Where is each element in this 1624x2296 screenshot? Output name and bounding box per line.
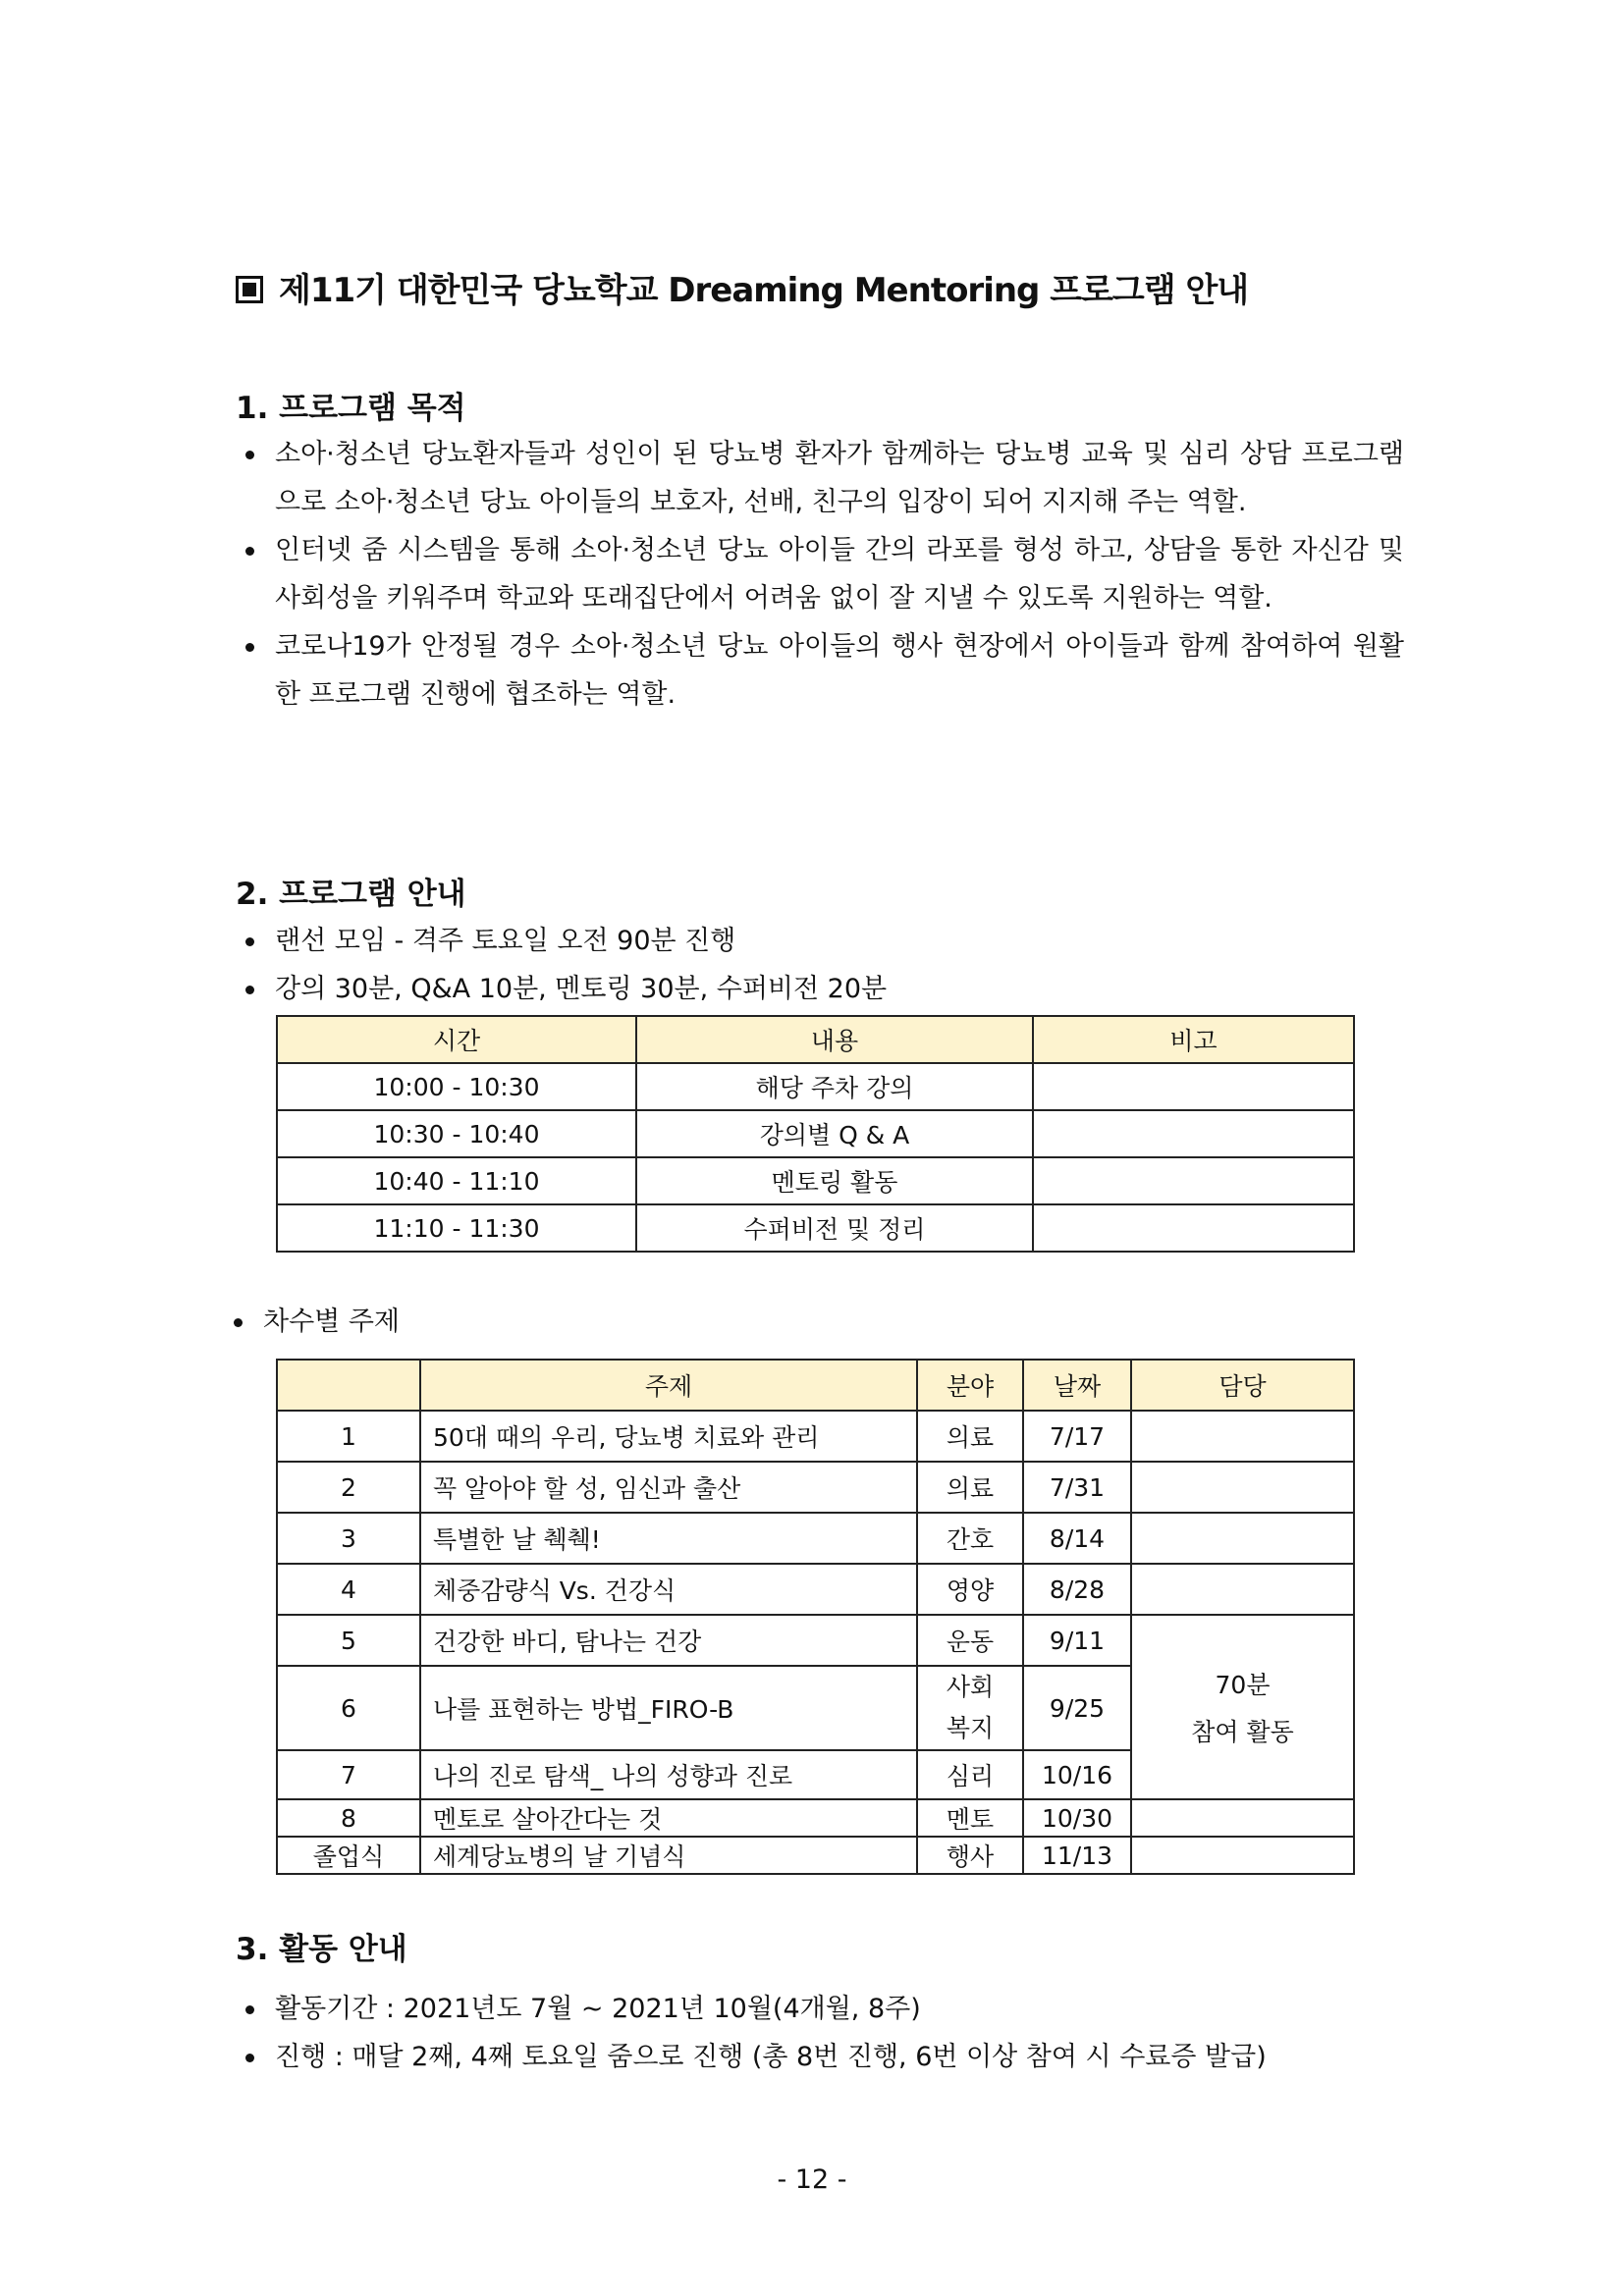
- list-item: [245, 2033, 1424, 2081]
- bullet-text: 진행 : 매달 2째, 4째 토요일 줌으로 진행 (총 8번 진행, 6번 이상 참여 시 수료증 발급): [275, 2042, 1267, 2072]
- bullet-text: 소아·청소년 당뇨환자들과 성인이 된 당뇨병 환자가 함께하는 당뇨병 교육 및 심리 상담 프로그램으로 소아·청소년 당뇨 아이들의 보호자, 선배, 친구의 입장이 되어 지지해 주는 역할.: [275, 439, 1404, 517]
- content-cell: 멘토링 활동: [636, 1157, 1033, 1204]
- page-title-text: 제11기 대한민국 당뇨학교 Dreaming Mentoring 프로그램 안내: [279, 271, 1249, 310]
- field-cell: 영양: [917, 1564, 1023, 1615]
- time-cell: 10:30 - 10:40: [277, 1110, 636, 1157]
- session-cell: 5: [277, 1615, 420, 1666]
- date-cell: 10/30: [1023, 1799, 1131, 1837]
- table-row: [277, 1513, 1354, 1564]
- bullet-text: 인터넷 줌 시스템을 통해 소아·청소년 당뇨 아이들 간의 라포를 형성 하고, 상담을 통한 자신감 및 사회성을 키워주며 학교와 또래집단에서 어려움 없이 잘 지낼 수 있도록 지원하는 역할.: [275, 535, 1404, 614]
- date-cell: 9/25: [1023, 1666, 1131, 1750]
- owner-cell: [1131, 1837, 1354, 1874]
- topic-cell: 체중감량식 Vs. 건강식: [420, 1564, 917, 1615]
- owner-cell: [1131, 1799, 1354, 1837]
- date-cell: 11/13: [1023, 1837, 1131, 1874]
- topics-bullet: [234, 1298, 1392, 1346]
- activity-bullet-list: [245, 1985, 1424, 2081]
- list-item: [245, 622, 1404, 719]
- owner-cell: [1131, 1513, 1354, 1564]
- page-title: [236, 263, 1248, 311]
- content-cell: 강의별 Q & A: [636, 1110, 1033, 1157]
- bullet-text: 차수별 주제: [263, 1307, 400, 1337]
- owner-cell: [1131, 1462, 1354, 1513]
- bullet-dot-icon: [245, 451, 254, 459]
- purpose-bullet-list: [245, 430, 1404, 719]
- section-heading-activity: 3. 활동 안내: [236, 1932, 407, 1967]
- date-cell: 7/31: [1023, 1462, 1131, 1513]
- section-heading-program: 2. 프로그램 안내: [236, 877, 466, 912]
- date-cell: 8/14: [1023, 1513, 1131, 1564]
- table-row: [277, 1462, 1354, 1513]
- header-cell: 내용: [636, 1016, 1033, 1063]
- owner-cell: [1131, 1564, 1354, 1615]
- date-cell: 8/28: [1023, 1564, 1131, 1615]
- list-item: [245, 917, 1404, 965]
- topic-cell: 멘토로 살아간다는 것: [420, 1799, 917, 1837]
- topic-cell: 나의 진로 탐색_ 나의 성향과 진로: [420, 1750, 917, 1799]
- table-header-row: [277, 1016, 1354, 1063]
- table-row: [277, 1411, 1354, 1462]
- merged-note-line: 70분: [1215, 1671, 1271, 1699]
- header-cell: 분야: [917, 1360, 1023, 1411]
- table-row: [277, 1157, 1354, 1204]
- content-cell: 해당 주차 강의: [636, 1063, 1033, 1110]
- field-cell: 간호: [917, 1513, 1023, 1564]
- bullet-dot-icon: [245, 2054, 254, 2062]
- field-cell: 사회 복지: [917, 1666, 1023, 1750]
- session-cell: 7: [277, 1750, 420, 1799]
- list-item: [234, 1298, 1392, 1346]
- content-cell: 수퍼비전 및 정리: [636, 1204, 1033, 1252]
- bullet-text: 강의 30분, Q&A 10분, 멘토링 30분, 수퍼비전 20분: [275, 974, 888, 1004]
- header-cell: 담당: [1131, 1360, 1354, 1411]
- schedule-table: [276, 1015, 1355, 1253]
- field-cell: 행사: [917, 1837, 1023, 1874]
- merged-note-cell: [1131, 1615, 1354, 1799]
- field-cell: 심리: [917, 1750, 1023, 1799]
- note-cell: [1033, 1204, 1354, 1252]
- list-item: [245, 430, 1404, 526]
- section-heading-purpose: 1. 프로그램 목적: [236, 391, 466, 426]
- table-header-row: [277, 1360, 1354, 1411]
- field-cell: 운동: [917, 1615, 1023, 1666]
- header-cell: 비고: [1033, 1016, 1354, 1063]
- date-cell: 10/16: [1023, 1750, 1131, 1799]
- date-cell: 7/17: [1023, 1411, 1131, 1462]
- bullet-dot-icon: [234, 1318, 243, 1327]
- bullet-dot-icon: [245, 547, 254, 556]
- header-cell: [277, 1360, 420, 1411]
- table-row: [277, 1615, 1354, 1666]
- header-cell: 시간: [277, 1016, 636, 1063]
- header-cell: 날짜: [1023, 1360, 1131, 1411]
- list-item: [245, 526, 1404, 622]
- table-row: [277, 1063, 1354, 1110]
- note-cell: [1033, 1110, 1354, 1157]
- list-item: [245, 1985, 1424, 2033]
- session-cell: 3: [277, 1513, 420, 1564]
- list-item: [245, 965, 1404, 1013]
- session-cell: 졸업식: [277, 1837, 420, 1874]
- topic-cell: 나를 표현하는 방법_FIRO-B: [420, 1666, 917, 1750]
- bullet-text: 활동기간 : 2021년도 7월 ~ 2021년 10월(4개월, 8주): [275, 1994, 921, 2024]
- bullet-dot-icon: [245, 643, 254, 652]
- table-row: [277, 1110, 1354, 1157]
- time-cell: 10:00 - 10:30: [277, 1063, 636, 1110]
- session-cell: 1: [277, 1411, 420, 1462]
- bullet-text: 랜선 모임 - 격주 토요일 오전 90분 진행: [275, 926, 736, 956]
- date-cell: 9/11: [1023, 1615, 1131, 1666]
- topic-cell: 꼭 알아야 할 성, 임신과 출산: [420, 1462, 917, 1513]
- program-bullet-list: [245, 917, 1404, 1013]
- time-cell: 10:40 - 11:10: [277, 1157, 636, 1204]
- session-cell: 4: [277, 1564, 420, 1615]
- field-cell: 의료: [917, 1462, 1023, 1513]
- merged-note-line: 참여 활동: [1191, 1718, 1294, 1746]
- time-cell: 11:10 - 11:30: [277, 1204, 636, 1252]
- session-cell: 2: [277, 1462, 420, 1513]
- session-cell: 6: [277, 1666, 420, 1750]
- table-row: [277, 1204, 1354, 1252]
- note-cell: [1033, 1157, 1354, 1204]
- owner-cell: [1131, 1411, 1354, 1462]
- topic-cell: 특별한 날 췍췍!: [420, 1513, 917, 1564]
- table-row: [277, 1564, 1354, 1615]
- bullet-dot-icon: [245, 2005, 254, 2014]
- page-number: - 12 -: [777, 2164, 847, 2195]
- table-row: [277, 1837, 1354, 1874]
- topic-cell: 건강한 바디, 탐나는 건강: [420, 1615, 917, 1666]
- square-bullet-icon: [236, 276, 263, 303]
- header-cell: 주제: [420, 1360, 917, 1411]
- field-cell: 멘토: [917, 1799, 1023, 1837]
- table-row: [277, 1799, 1354, 1837]
- bullet-dot-icon: [245, 986, 254, 994]
- topics-table: [276, 1359, 1355, 1875]
- topic-cell: 50대 때의 우리, 당뇨병 치료와 관리: [420, 1411, 917, 1462]
- session-cell: 8: [277, 1799, 420, 1837]
- bullet-text: 코로나19가 안정될 경우 소아·청소년 당뇨 아이들의 행사 현장에서 아이들과 함께 참여하여 원활한 프로그램 진행에 협조하는 역할.: [275, 631, 1404, 710]
- field-cell: 의료: [917, 1411, 1023, 1462]
- topic-cell: 세계당뇨병의 날 기념식: [420, 1837, 917, 1874]
- bullet-dot-icon: [245, 937, 254, 946]
- note-cell: [1033, 1063, 1354, 1110]
